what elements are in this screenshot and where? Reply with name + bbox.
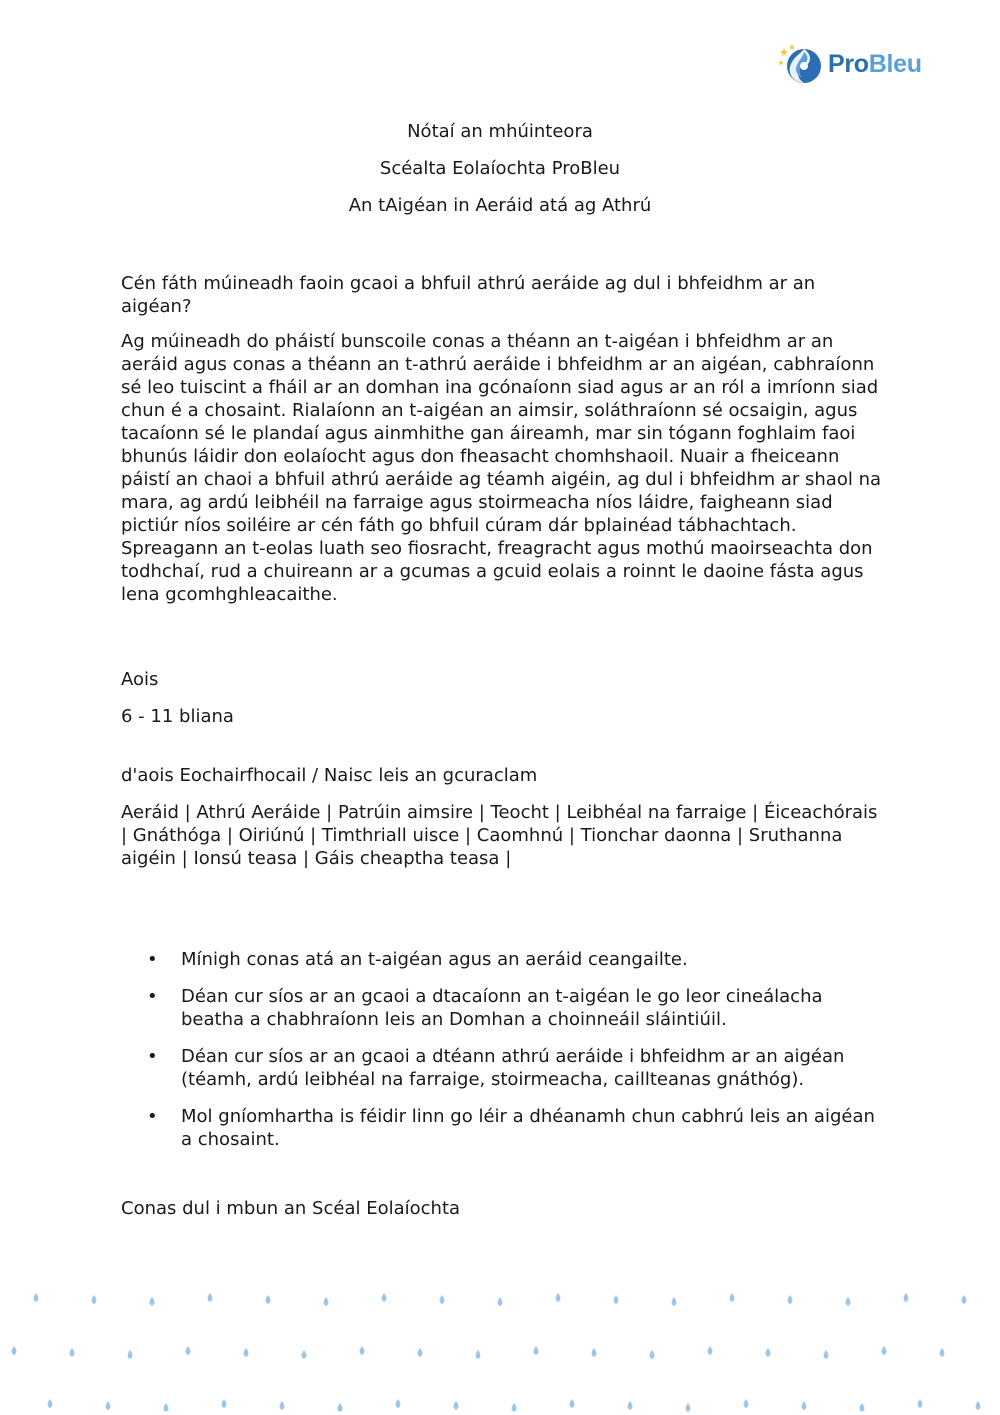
keywords-list: Aeráid | Athrú Aeráide | Patrúin aimsire | Teocht | Leibhéal na farraige | Éiceachórais | Gnáthóga | Oiriúnú | Timthriall uisce | Caomhnú | Tionchar daonna | Sruthanna aigéin | Ionsú teasa | Gáis cheaptha teasa | bbox=[121, 802, 878, 869]
water-drop-icon bbox=[592, 1348, 597, 1357]
water-drop-icon bbox=[324, 1297, 329, 1306]
water-drop-icon bbox=[708, 1346, 713, 1355]
water-drop-icon bbox=[70, 1348, 75, 1357]
intro-paragraph: Ag múineadh do pháistí bunscoile conas a théann an t-aigéan i bhfeidhm ar an aeráid agus conas a théann an t-athrú aeráide i bhfeidhm ar an aigéan, cabhraíonn sé leo tuiscint a fháil ar an domhan ina gcónaíonn siad agus ar an ról a imríonn siad chun é a chosaint. Rialaíonn an t-aigéan an aimsir, soláthraíonn sé ocsaigin, agus tacaíonn sé le plandaí agus ainmhithe gan áireamh, mar sin tógann foghlaim faoi bhunús láidir don eolaíocht agus don fheasacht chomhshaoil. Nuair a fheiceann páistí an chaoi a bhfuil athrú aeráide ag téamh aigéin, ag dul i bhfeidhm ar shaol na mara, ag ardú leibhéil na farraige agus stoirmeacha níos láidre, faigheann siad pictiúr níos soiléire ar cén fáth go bhfuil cúram dár bplainéad tábhachtach. Spreagann an t-eolas luath seo fiosracht, freagracht agus mothú maoirseachta don todhchaí, rud a chuireann ar a gcumas a gcuid eolais a roinnt le daoine fásta agus lena gcomhghleacaithe. bbox=[121, 331, 882, 605]
water-drop-icon bbox=[962, 1295, 967, 1304]
water-drop-icon bbox=[940, 1348, 945, 1357]
water-drop-icon bbox=[918, 1399, 923, 1408]
bullet-icon: • bbox=[147, 949, 158, 970]
probleu-logo-text: ProBleu bbox=[828, 49, 922, 78]
water-drop-icon bbox=[556, 1293, 561, 1302]
water-drop-icon bbox=[846, 1297, 851, 1306]
water-drop-icon bbox=[650, 1350, 655, 1359]
water-drop-icon bbox=[128, 1350, 133, 1359]
water-drop-icon bbox=[744, 1399, 749, 1408]
water-drop-icon bbox=[570, 1399, 575, 1408]
water-drop-icon bbox=[476, 1350, 481, 1359]
water-drop-icon bbox=[266, 1295, 271, 1304]
water-drop-icon bbox=[360, 1346, 365, 1355]
water-drop-icon bbox=[382, 1293, 387, 1302]
list-item: • Mínigh conas atá an t-aigéan agus an aeráid ceangailte. bbox=[147, 949, 688, 970]
water-drop-icon bbox=[164, 1403, 169, 1412]
water-drop-icon bbox=[244, 1348, 249, 1357]
water-drop-icon bbox=[614, 1295, 619, 1304]
water-drop-icon bbox=[498, 1297, 503, 1306]
bullet-icon: • bbox=[147, 1046, 158, 1067]
water-drop-icon bbox=[208, 1293, 213, 1302]
water-drop-icon bbox=[730, 1293, 735, 1302]
water-drop-icon bbox=[34, 1293, 39, 1302]
water-drop-icon bbox=[396, 1399, 401, 1408]
probleu-logo bbox=[778, 42, 922, 86]
water-drop-icon bbox=[106, 1401, 111, 1410]
bullet-icon: • bbox=[147, 1106, 158, 1127]
bullet-icon: • bbox=[147, 986, 158, 1007]
document-body bbox=[121, 272, 881, 1220]
water-drop-pattern bbox=[0, 1280, 1000, 1415]
probleu-logo-icon bbox=[778, 42, 824, 86]
water-drop-icon bbox=[12, 1346, 17, 1355]
how-to-heading: Conas dul i mbun an Scéal Eolaíochta bbox=[121, 1198, 461, 1219]
water-drop-icon bbox=[222, 1399, 227, 1408]
water-drop-icon bbox=[150, 1297, 155, 1306]
water-drop-icon bbox=[882, 1346, 887, 1355]
water-drop-icon bbox=[802, 1401, 807, 1410]
water-drop-icon bbox=[92, 1295, 97, 1304]
age-label: Aois bbox=[121, 669, 159, 690]
water-drop-icon bbox=[186, 1346, 191, 1355]
list-item: • Mol gníomhartha is féidir linn go léir a dhéanamh chun cabhrú leis an aigéan a chosaint. bbox=[147, 1106, 875, 1150]
header-title: Nótaí an mhúinteora bbox=[407, 121, 593, 142]
water-drop-icon bbox=[512, 1403, 517, 1412]
water-drop-icon bbox=[628, 1401, 633, 1410]
water-drop-icon bbox=[440, 1295, 445, 1304]
water-drop-icon bbox=[534, 1346, 539, 1355]
objectives-list bbox=[121, 948, 881, 1151]
water-drop-icon bbox=[860, 1403, 865, 1412]
age-value: 6 - 11 bliana bbox=[121, 706, 234, 727]
water-drop-icon bbox=[302, 1350, 307, 1359]
document-header bbox=[0, 120, 1000, 231]
water-drop-icon bbox=[766, 1348, 771, 1357]
header-story-title: An tAigéan in Aeráid atá ag Athrú bbox=[348, 195, 652, 216]
water-drop-icon bbox=[904, 1293, 909, 1302]
water-drop-icon bbox=[824, 1350, 829, 1359]
water-drop-icon bbox=[454, 1401, 459, 1410]
keywords-label: d'aois Eochairfhocail / Naisc leis an gcuraclam bbox=[121, 765, 538, 786]
water-drop-icon bbox=[976, 1401, 981, 1410]
water-drop-icon bbox=[48, 1399, 53, 1408]
water-drop-icon bbox=[686, 1403, 691, 1412]
water-drop-icon bbox=[672, 1297, 677, 1306]
list-item: • Déan cur síos ar an gcaoi a dtacaíonn an t-aigéan le go leor cineálacha beatha a chabhraíonn leis an Domhan a choinneáil sláintiúil. bbox=[147, 986, 823, 1030]
water-drop-icon bbox=[788, 1295, 793, 1304]
water-drop-icon bbox=[338, 1403, 343, 1412]
water-drop-icon bbox=[418, 1348, 423, 1357]
list-item: • Déan cur síos ar an gcaoi a dtéann athrú aeráide i bhfeidhm ar an aigéan (téamh, ardú leibhéal na farraige, stoirmeacha, caillteanas gnáthóg). bbox=[147, 1046, 845, 1090]
water-drop-icon bbox=[280, 1401, 285, 1410]
intro-question: Cén fáth múineadh faoin gcaoi a bhfuil athrú aeráide ag dul i bhfeidhm ar an aigéan? bbox=[121, 273, 816, 317]
header-subtitle: Scéalta Eolaíochta ProBleu bbox=[379, 158, 621, 179]
